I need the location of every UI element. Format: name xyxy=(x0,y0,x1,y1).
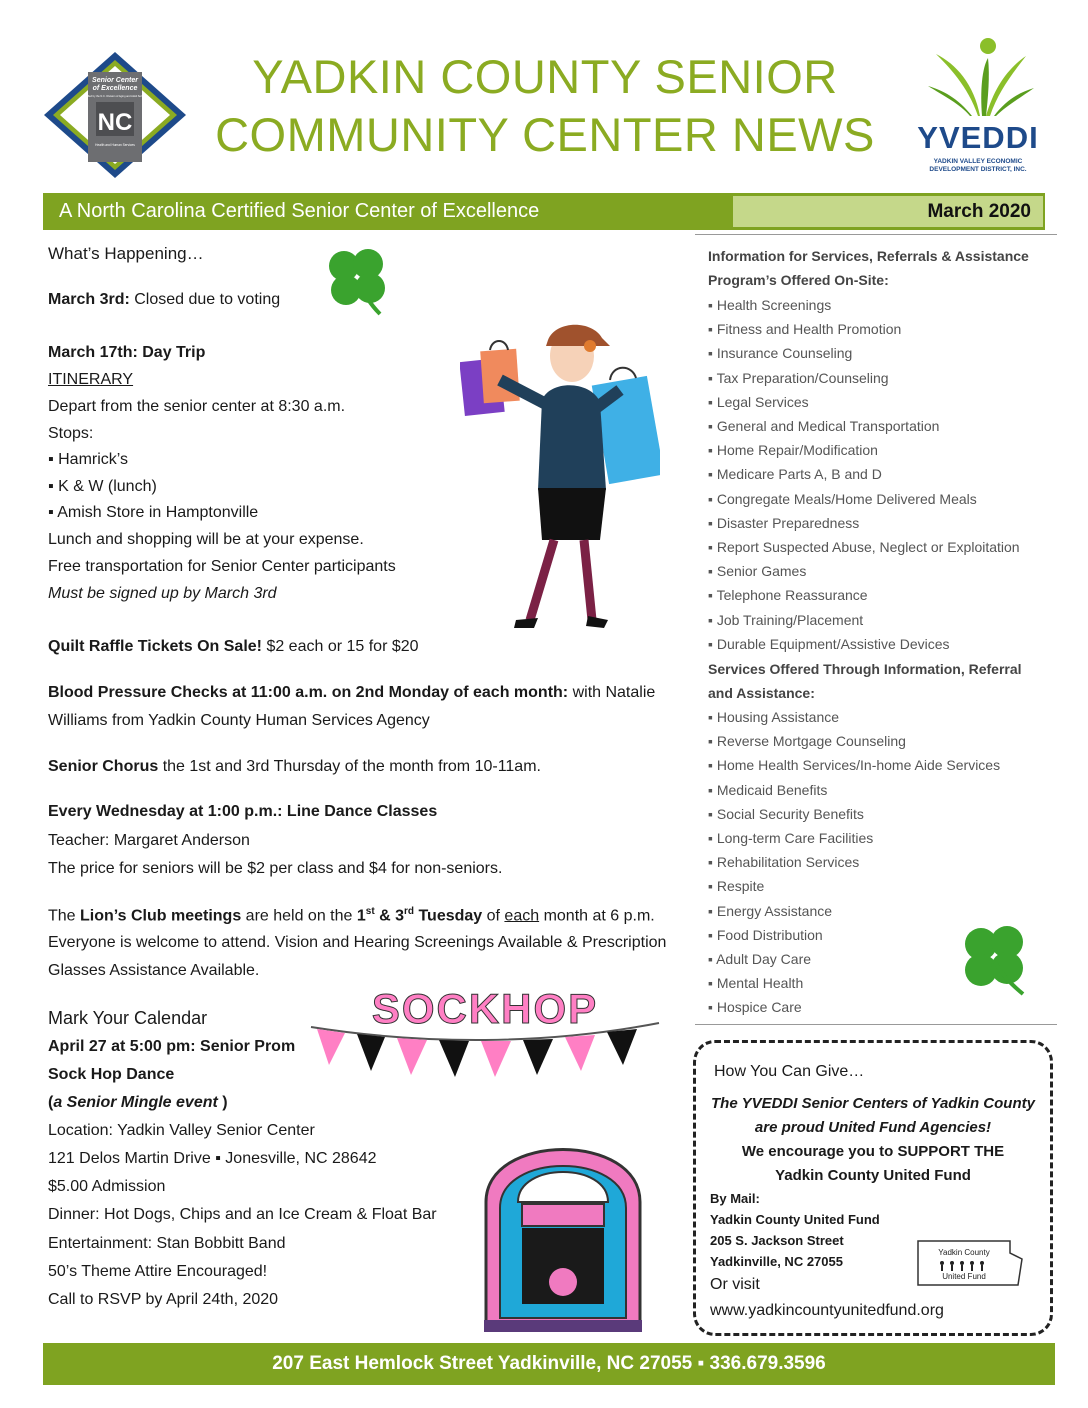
service-item: ▪ Mental Health xyxy=(708,975,804,992)
mail-line-2: 205 S. Jackson Street xyxy=(710,1233,844,1248)
how-you-can-give-box xyxy=(693,1040,1053,1336)
or-visit-label: Or visit xyxy=(710,1276,760,1293)
certification-banner xyxy=(43,193,1045,230)
seal-line-2: of Excellence xyxy=(92,85,138,92)
sock-hop-word: SOCKHOP xyxy=(371,985,599,1032)
calendar-heading: Mark Your Calendar xyxy=(48,1008,208,1028)
seal-letters: NC xyxy=(97,109,133,136)
united-fund-logo xyxy=(914,1235,1026,1291)
blood-pressure-item: Blood Pressure Checks at 11:00 a.m. on 2nd Monday of each month: with Natalie xyxy=(48,684,656,701)
transport-note: Free transportation for Senior Center participants xyxy=(48,558,396,575)
service-item: ▪ Home Repair/Modification xyxy=(708,442,878,459)
service-item: ▪ Health Screenings xyxy=(708,297,832,313)
seal-graphic xyxy=(40,50,190,180)
seal-line-1: Senior Center xyxy=(92,77,138,84)
fund-logo-line-2: United Fund xyxy=(942,1272,986,1281)
service-item: ▪ Congregate Meals/Home Delivered Meals xyxy=(708,490,977,507)
line-dance-price: The price for seniors will be $2 per class and $4 for non-seniors. xyxy=(48,860,503,877)
yveddi-logo xyxy=(908,36,1048,176)
yveddi-brand: YVEDDI xyxy=(917,120,1039,155)
blood-pressure-item-cont: Williams from Yadkin County Human Services Agency xyxy=(48,712,430,729)
service-item: ▪ Housing Assistance xyxy=(708,709,840,725)
united-fund-website-link[interactable]: www.yadkincountyunitedfund.org xyxy=(710,1302,944,1319)
day-trip-heading: March 17th: Day Trip xyxy=(48,344,206,361)
title-line-2: COMMUNITY CENTER NEWS xyxy=(215,108,875,161)
give-line-1: The YVEDDI Senior Centers of Yadkin County xyxy=(711,1095,1035,1112)
sprout-icon xyxy=(908,36,1048,120)
stop-item: ▪ Amish Store in Hamptonville xyxy=(48,504,259,521)
mail-line-3: Yadkinville, NC 27055 xyxy=(710,1254,843,1269)
banner-text: A North Carolina Certified Senior Center of Excellence xyxy=(59,200,540,222)
mail-label: By Mail: xyxy=(710,1191,760,1206)
whats-happening-heading: What’s Happening… xyxy=(48,244,204,263)
service-item: ▪ Telephone Reassurance xyxy=(708,587,868,604)
footer-address: 207 East Hemlock Street Yadkinville, NC 27055 ▪ 336.679.3596 xyxy=(272,1353,826,1374)
stop-item: ▪ Hamrick’s xyxy=(48,451,129,468)
give-heading: How You Can Give… xyxy=(714,1063,865,1080)
service-item: ▪ Job Training/Placement xyxy=(708,611,864,628)
give-line-3: We encourage you to SUPPORT THE xyxy=(741,1143,1005,1160)
service-item: ▪ Adult Day Care xyxy=(708,951,812,967)
column-divider-bottom xyxy=(695,1024,1057,1025)
service-item: ▪ Disaster Preparedness xyxy=(708,514,860,531)
yveddi-subtitle: YADKIN VALLEY ECONOMIC DEVELOPMENT DISTRICT, INC. xyxy=(929,158,1027,173)
lions-club-item-cont: Everyone is welcome to attend. Vision and Hearing Screenings Available & Prescription xyxy=(48,934,667,951)
stop-item: ▪ K & W (lunch) xyxy=(48,478,157,495)
services-heading: Information for Services, Referrals & Assistance xyxy=(708,248,1029,264)
service-item: ▪ Hospice Care xyxy=(708,999,802,1016)
column-divider-top xyxy=(695,234,1057,235)
lunch-note: Lunch and shopping will be at your expense. xyxy=(48,531,364,548)
line-dance-heading: Every Wednesday at 1:00 p.m.: Line Dance Classes xyxy=(48,803,438,820)
event-address: 121 Delos Martin Drive ▪ Jonesville, NC 28642 xyxy=(48,1150,377,1167)
service-item: ▪ Medicaid Benefits xyxy=(708,781,828,798)
referral-heading: Services Offered Through Information, Referral xyxy=(708,661,1022,677)
shamrock-icon xyxy=(318,246,396,318)
event-attire: 50’s Theme Attire Encouraged! xyxy=(48,1263,268,1280)
service-item: ▪ Social Security Benefits xyxy=(708,805,864,822)
service-item: ▪ Long-term Care Facilities xyxy=(708,830,874,846)
service-item: ▪ Reverse Mortgage Counseling xyxy=(708,733,906,750)
event-entertainment: Entertainment: Stan Bobbitt Band xyxy=(48,1235,286,1252)
service-item: ▪ Rehabilitation Services xyxy=(708,854,860,871)
shopping-woman-illustration xyxy=(460,320,660,640)
lions-club-item: The Lion’s Club meetings are held on the 1st & 3rd Tuesday of each month at 6 p.m. xyxy=(48,906,655,925)
service-item: ▪ Medicare Parts A, B and D xyxy=(708,466,882,483)
service-item: ▪ Tax Preparation/Counseling xyxy=(708,369,889,386)
sock-hop-item: Sock Hop Dance xyxy=(48,1066,175,1083)
march-3-item: March 3rd: Closed due to voting xyxy=(48,291,281,308)
event-dinner: Dinner: Hot Dogs, Chips and an Ice Cream & Float Bar xyxy=(48,1206,437,1223)
event-admission: $5.00 Admission xyxy=(48,1178,166,1195)
fund-logo-line-1: Yadkin County xyxy=(938,1248,990,1257)
service-item: ▪ Home Health Services/In-home Aide Services xyxy=(708,757,1001,774)
onsite-heading: Program’s Offered On-Site: xyxy=(708,272,889,288)
service-item: ▪ Fitness and Health Promotion xyxy=(708,321,902,338)
event-rsvp: Call to RSVP by April 24th, 2020 xyxy=(48,1291,279,1308)
senior-mingle-note: (a Senior Mingle event ) xyxy=(48,1094,228,1111)
senior-prom-item: April 27 at 5:00 pm: Senior Prom xyxy=(48,1038,296,1055)
depart-time: Depart from the senior center at 8:30 a.m. xyxy=(48,398,346,415)
service-item: ▪ Respite xyxy=(708,878,765,895)
service-item: ▪ General and Medical Transportation xyxy=(708,418,940,434)
footer-address-bar xyxy=(43,1343,1055,1385)
seal-line-3: Certified by the N.C. Division of Aging and Adult Services xyxy=(82,95,148,98)
title-line-1: YADKIN COUNTY SENIOR xyxy=(252,50,838,103)
service-item: ▪ Insurance Counseling xyxy=(708,345,853,362)
service-item: ▪ Durable Equipment/Assistive Devices xyxy=(708,635,950,652)
quilt-raffle-item: Quilt Raffle Tickets On Sale! $2 each or 15 for $20 xyxy=(48,638,419,655)
senior-center-excellence-seal xyxy=(40,50,190,180)
senior-chorus-item: Senior Chorus the 1st and 3rd Thursday of the month from 10-11am. xyxy=(48,758,541,775)
line-dance-teacher: Teacher: Margaret Anderson xyxy=(48,832,250,849)
newsletter-title xyxy=(200,48,890,164)
issue-date-box xyxy=(733,196,1043,227)
lions-club-item-cont: Glasses Assistance Available. xyxy=(48,962,260,979)
service-item: ▪ Food Distribution xyxy=(708,926,823,943)
event-location: Location: Yadkin Valley Senior Center xyxy=(48,1122,315,1139)
stops-label: Stops: xyxy=(48,425,94,442)
itinerary-label: ITINERARY xyxy=(48,371,134,388)
service-item: ▪ Legal Services xyxy=(708,393,809,410)
shamrock-icon xyxy=(955,922,1033,998)
seal-line-4: Health and Human Services xyxy=(95,143,135,147)
signup-note: Must be signed up by March 3rd xyxy=(48,585,277,602)
referral-heading-cont: and Assistance: xyxy=(708,685,815,701)
service-item: ▪ Energy Assistance xyxy=(708,902,833,919)
jukebox-illustration xyxy=(478,1122,648,1334)
issue-date: March 2020 xyxy=(927,201,1031,222)
mail-line-1: Yadkin County United Fund xyxy=(710,1212,880,1227)
service-item: ▪ Senior Games xyxy=(708,563,807,580)
give-line-2: are proud United Fund Agencies! xyxy=(754,1119,992,1136)
sock-hop-banner xyxy=(305,985,665,1085)
give-line-4: Yadkin County United Fund xyxy=(775,1167,971,1184)
service-item: ▪ Report Suspected Abuse, Neglect or Exploitation xyxy=(708,539,1020,555)
